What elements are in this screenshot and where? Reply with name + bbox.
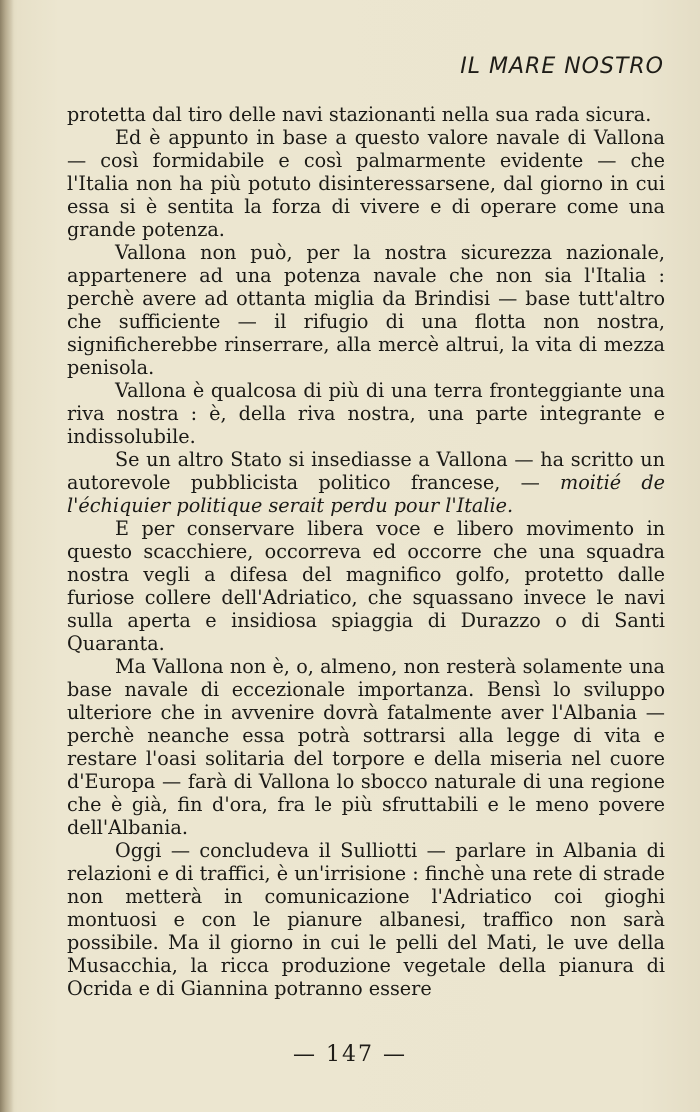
paragraph-text: Vallona non può, per la nostra sicurezza nazionale, appartenere ad una potenza navale che non sia l'Italia : perchè avere ad ottanta miglia da Brindisi — base tutt'altro che sufficiente — il rifugio di una flotta non nostra, significherebbe rinserrare, alla mercè altrui, la vita di mezza penisola.	[67, 241, 665, 379]
paragraph-text: Ed è appunto in base a questo valore navale di Vallona — così formidabile e così palmarmente evidente — che l'Italia non ha più potuto disinteressarsene, dal giorno in cui essa si è sentita la forza di vivere e di operare come una grande potenza.	[67, 126, 665, 241]
paragraph-text: E per conservare libera voce e libero movimento in questo scacchiere, occorreva ed occorre che una squadra nostra vegli a difesa del magnifico golfo, protetto dalle furiose collere dell'Adriatico, che squassano invece le navi sulla aperta e insidiosa spiaggia di Durazzo o di Santi Quaranta.	[67, 517, 665, 655]
page-binding-edge	[0, 0, 14, 1112]
page-number: — 147 —	[293, 1042, 407, 1067]
running-title: IL MARE NOSTRO	[460, 54, 664, 79]
paragraph	[67, 448, 665, 517]
paragraph-text: protetta dal tiro delle navi stazionanti nella sua rada sicura.	[67, 103, 652, 126]
paragraph	[67, 517, 665, 655]
paragraph	[67, 839, 665, 1000]
paragraph	[67, 103, 665, 126]
paragraph	[67, 126, 665, 241]
paragraph-text: Vallona è qualcosa di più di una terra fronteggiante una riva nostra : è, della riva nostra, una parte integrante e indissolubile.	[67, 379, 665, 448]
italic-quote: moitié de l'échiquier politique serait perdu pour l'Italie.	[67, 471, 665, 517]
paragraph-text: Oggi — concludeva il Sulliotti — parlare in Albania di relazioni e di traffici, è un'irrisione : finchè una rete di strade non metterà in comunicazione l'Adriatico coi gioghi montuosi e con le pianure albanesi, traffico non sarà possibile. Ma il giorno in cui le pelli del Mati, le uve della Musacchia, la ricca produzione vegetale della pianura di Ocrida e di Giannina potranno essere	[67, 839, 665, 1000]
paragraph-text: Se un altro Stato si insediasse a Vallona — ha scritto un autorevole pubblicista politico francese, —	[67, 448, 665, 494]
paragraph	[67, 655, 665, 839]
paragraph-text: Ma Vallona non è, o, almeno, non resterà solamente una base navale di eccezionale importanza. Bensì lo sviluppo ulteriore che in avvenire dovrà fatalmente aver l'Albania — perchè neanche essa potrà sottrarsi alla legge di vita e restare l'oasi solitaria del torpore e della miseria nel cuore d'Europa — farà di Vallona lo sbocco naturale di una regione che è già, fin d'ora, fra le più sfruttabili e le meno povere dell'Albania.	[67, 655, 665, 839]
paragraph	[67, 379, 665, 448]
paragraph	[67, 241, 665, 379]
body-text	[67, 103, 665, 1000]
